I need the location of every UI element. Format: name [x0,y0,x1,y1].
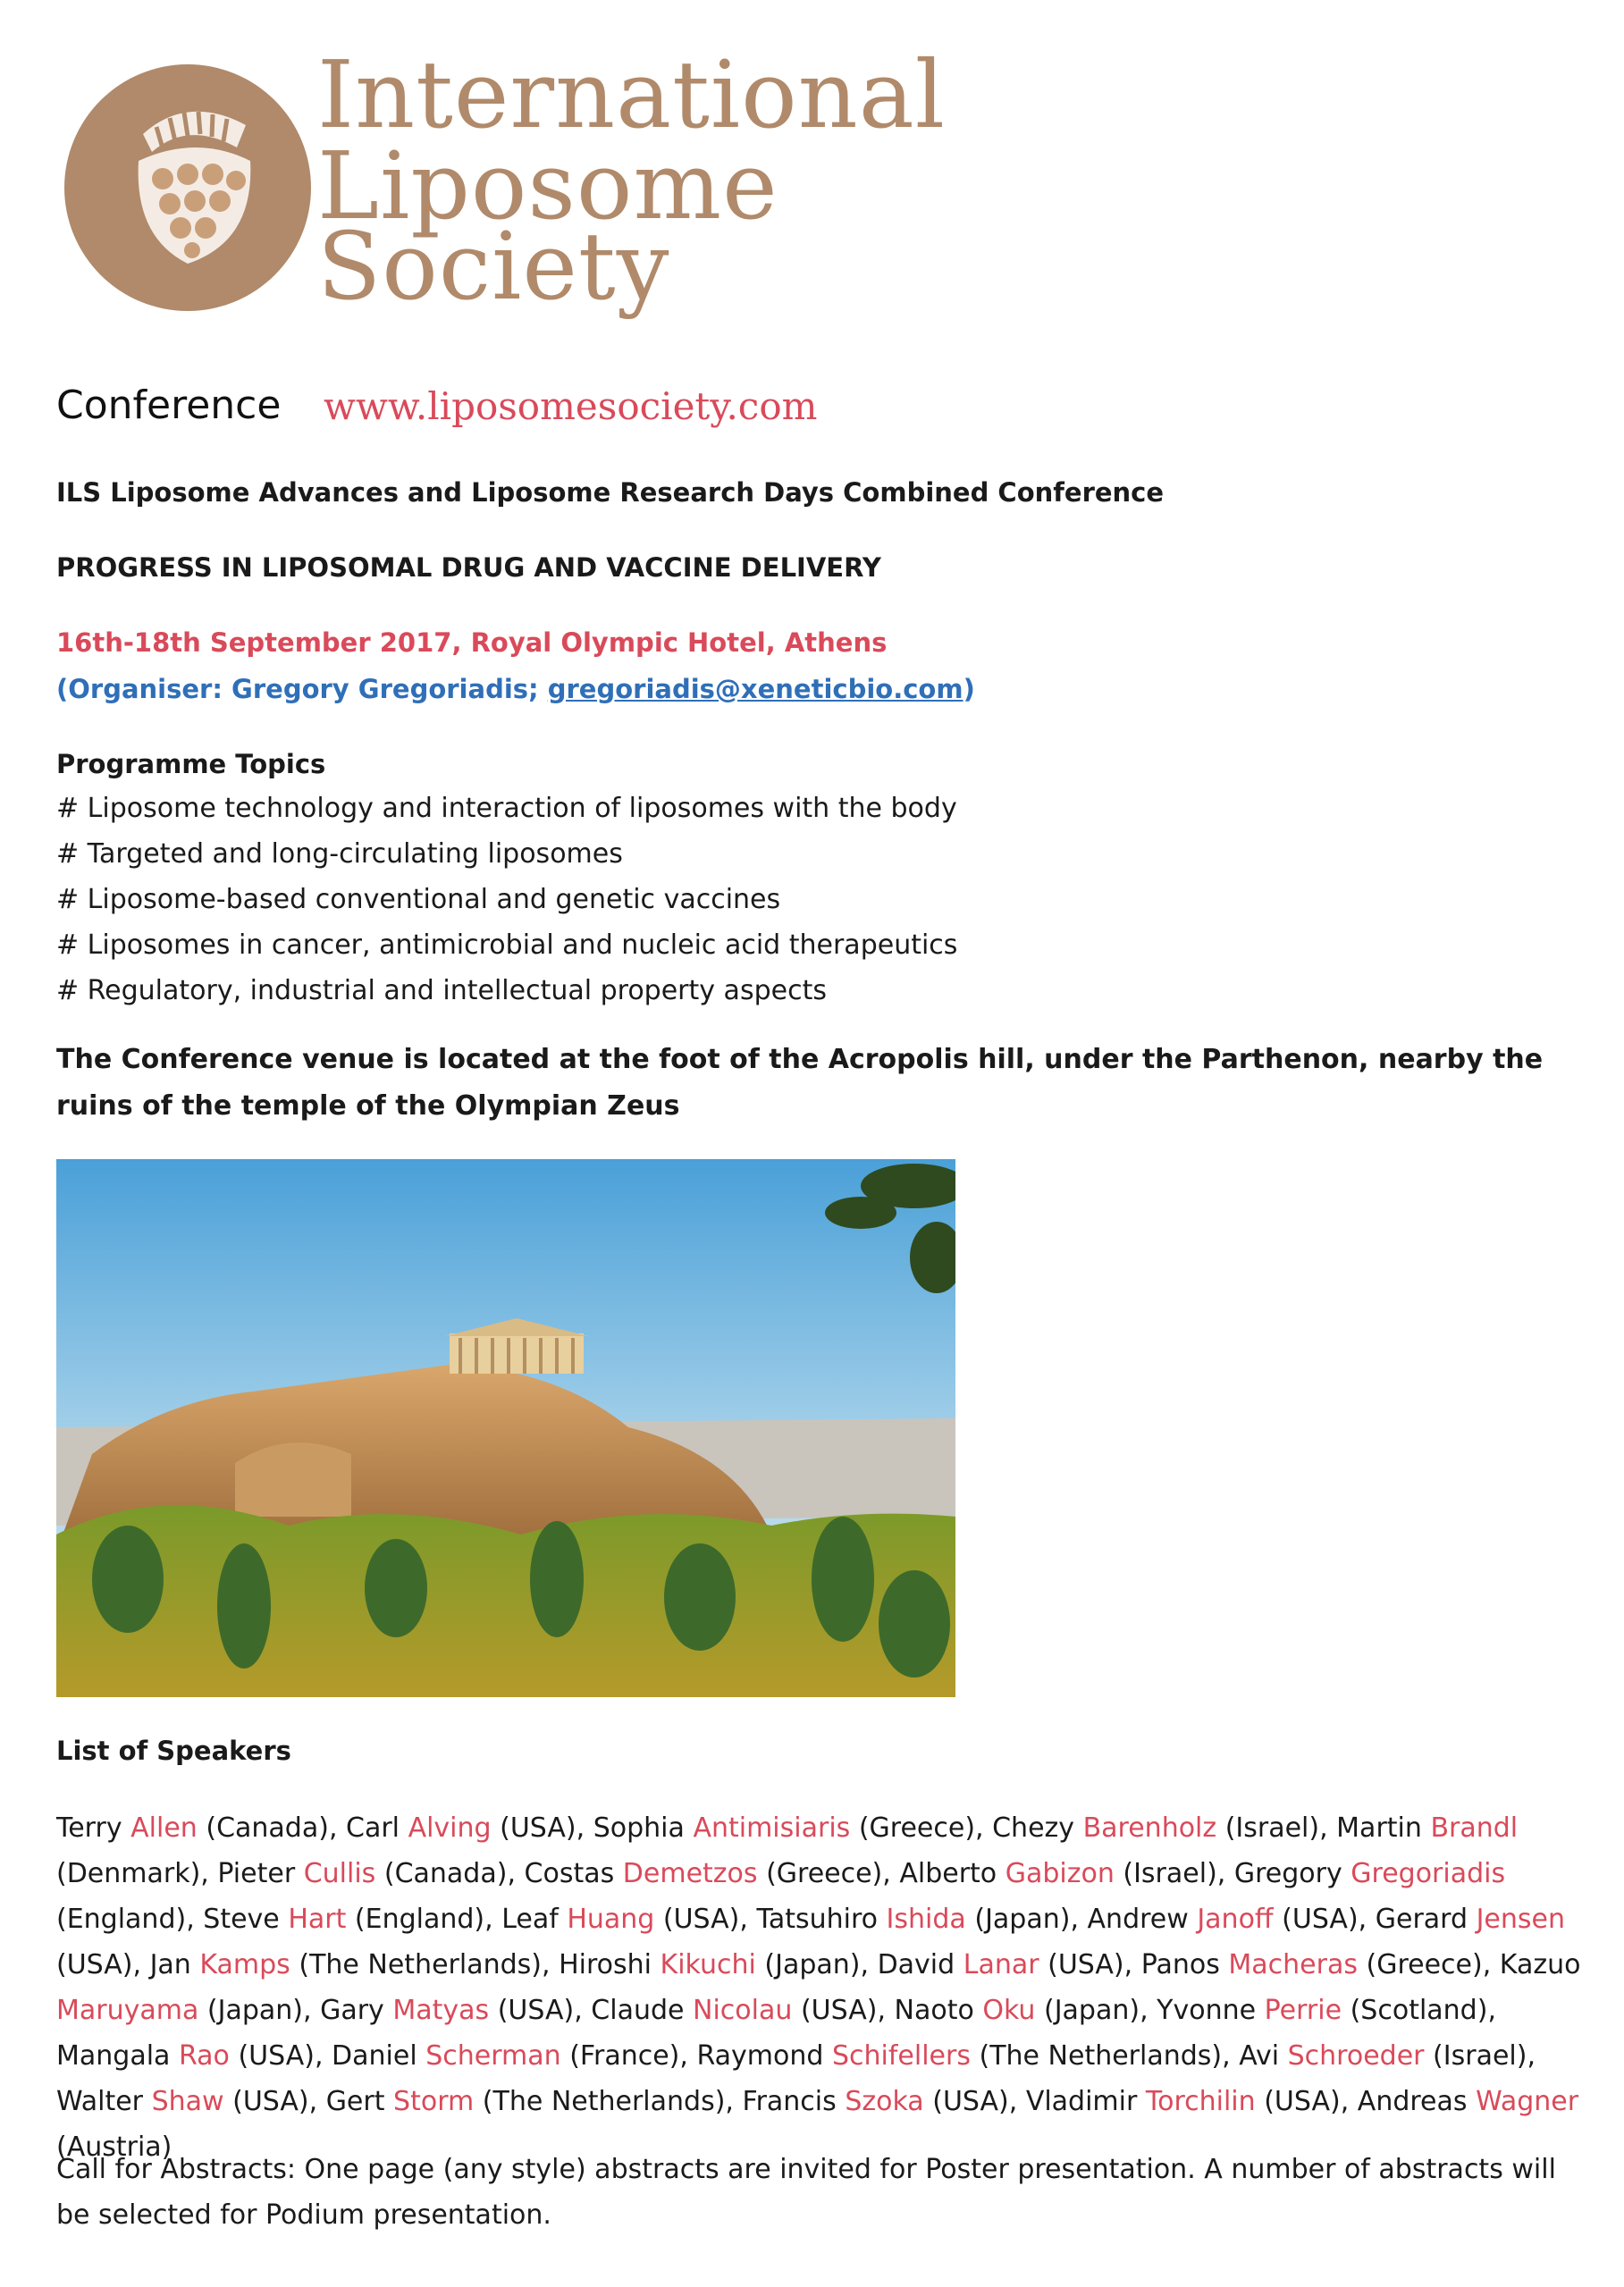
speaker-last-name: Ishida [886,1904,966,1935]
speaker-first-name: Steve [203,1904,280,1935]
speaker-first-name: Vladimir [1025,2086,1138,2117]
speaker-first-name: Alberto [899,1858,997,1889]
logo-text-line-2: Liposome [317,131,778,240]
speaker-country: (Greece) [1366,1949,1483,1980]
acropolis-photo [56,1159,955,1697]
speaker-country: (USA) [232,2086,309,2117]
speaker-country: (Greece) [858,1812,976,1844]
speaker-first-name: Jan [149,1949,191,1980]
speaker-entry [1239,2040,1527,2072]
speaker-last-name: Storm [393,2086,475,2117]
speaker-entry [332,2040,679,2072]
conference-label: Conference [56,383,282,428]
speaker-last-name: Shaw [151,2086,224,2117]
speaker-country: (England) [56,1904,187,1935]
speaker-entry [346,1812,576,1844]
speaker-entry [696,2040,1222,2072]
topic-item: # Targeted and long-circulating liposomes [56,838,623,870]
speaker-entry [1157,1995,1487,2026]
topics-heading: Programme Topics [56,749,326,779]
speaker-country: (The Netherlands) [299,1949,542,1980]
logo-text-line-1: International [317,40,947,149]
speaker-country: (USA) [1048,1949,1124,1980]
speaker-last-name: Alving [408,1812,492,1844]
topic-item: # Liposomes in cancer, antimicrobial and nucleic acid therapeutics [56,929,958,961]
speaker-last-name: Huang [567,1904,655,1935]
speaker-country: (Japan) [206,1995,304,2026]
speaker-entry [559,1949,860,1980]
speaker-entry [756,1904,1070,1935]
speaker-last-name: Nicolau [693,1995,793,2026]
speaker-last-name: Hart [288,1904,347,1935]
speaker-first-name: Mangala [56,2040,171,2072]
speaker-last-name: Schifellers [831,2040,971,2072]
speaker-entry [326,2086,726,2117]
speaker-entry [56,1812,329,1844]
speaker-country: (USA) [1264,2086,1341,2117]
speaker-first-name: Costas [524,1858,615,1889]
speaker-last-name: Rao [178,2040,230,2072]
speaker-first-name: Panos [1140,1949,1220,1980]
speaker-last-name: Demetzos [622,1858,758,1889]
topic-item: # Regulatory, industrial and intellectual property aspects [56,975,827,1006]
speaker-first-name: Andrew [1087,1904,1189,1935]
speaker-first-name: Kazuo [1499,1949,1581,1980]
organiser-suffix: ) [963,674,975,704]
speaker-country: (USA) [662,1904,740,1935]
speaker-entry [320,1995,574,2026]
speaker-first-name: Hiroshi [559,1949,652,1980]
speaker-country: (Scotland) [1350,1995,1488,2026]
speakers-list: Terry Allen (Canada), Carl Alving (USA), Sophia Antimisiaris (Greece), Chezy Barenholz (Israel), Martin Brandl (Denmark), Pieter Cullis (Canada), Costas Demetzos (Greece), Alberto Gabizon (Israel), Gregory Gregoriadis (England), Steve Hart (England), Leaf Huang (USA), Tatsuhiro Ishida (Japan), Andrew Janoff (USA), Gerard Jensen (USA), Jan Kamps (The Netherlands), Hiroshi Kikuchi (Japan), David Lanar (USA), Panos Macheras (Greece), Kazuo Maruyama (Japan), Gary Matyas (USA), Claude Nicolau (USA), Naoto Oku (Japan), Yvonne Perrie (Scotland), Mangala Rao (USA), Daniel Scherman (France), Raymond Schifellers (The Netherlands), Avi Schroeder (Israel), Walter Shaw (USA), Gert Storm (The Netherlands), Francis Szoka (USA), Vladimir Torchilin (USA), Andreas Wagner (Austria) [56,1812,1581,2163]
speaker-country: (Israel) [1433,2040,1527,2072]
speaker-country: (Greece) [766,1858,883,1889]
speaker-country: (USA) [497,1995,575,2026]
speaker-first-name: Gary [320,1995,384,2026]
speaker-country: (Canada) [206,1812,329,1844]
speaker-first-name: Andreas [1357,2086,1468,2117]
speaker-last-name: Szoka [845,2086,924,2117]
speaker-last-name: Brandl [1430,1812,1519,1844]
speaker-first-name: Gregory [1233,1858,1342,1889]
speaker-last-name: Cullis [303,1858,376,1889]
speaker-first-name: Pieter [217,1858,296,1889]
speaker-last-name: Janoff [1197,1904,1274,1935]
venue-description: The Conference venue is located at the foot of the Acropolis hill, under the Parthenon, nearby the ruins of the temple of the Olympian Zeus [56,1044,1544,1122]
speaker-entry [56,2086,309,2117]
speaker-country: (England) [354,1904,485,1935]
speaker-first-name: Avi [1239,2040,1280,2072]
speaker-country: (Japan) [1043,1995,1140,2026]
speaker-country: (Israel) [1224,1812,1320,1844]
speaker-last-name: Schroeder [1287,2040,1425,2072]
speaker-entry [743,2086,1009,2117]
speaker-first-name: Terry [56,1812,122,1844]
website-link[interactable]: www.liposomesociety.com [324,384,818,428]
speaker-last-name: Allen [130,1812,198,1844]
speaker-last-name: Barenholz [1082,1812,1217,1844]
speaker-last-name: Maruyama [56,1995,199,2026]
speaker-first-name: Daniel [332,2040,417,2072]
speaker-entry [593,1812,975,1844]
call-for-abstracts: Call for Abstracts: One page (any style) abstracts are invited for Poster presentation. A number of abstracts will be selected for Podium presentation. [56,2154,1556,2231]
speaker-country: (France) [569,2040,680,2072]
speaker-first-name: Gerard [1375,1904,1468,1935]
speaker-entry [591,1995,877,2026]
speaker-first-name: Carl [346,1812,400,1844]
organiser-prefix: (Organiser: Gregory Gregoriadis; [56,674,548,704]
speaker-entry [1141,1949,1483,1980]
speaker-first-name: Martin [1336,1812,1422,1844]
topic-item: # Liposome technology and interaction of liposomes with the body [56,793,957,824]
speaker-first-name: Yvonne [1157,1995,1257,2026]
speaker-last-name: Lanar [963,1949,1039,1980]
speaker-country: (Israel) [1123,1858,1217,1889]
speaker-entry [56,2040,315,2072]
speaker-entry [878,1949,1124,1980]
speaker-first-name: Tatsuhiro [756,1904,878,1935]
speaker-first-name: Leaf [501,1904,559,1935]
speaker-entry [525,1858,883,1889]
speaker-country: (USA) [56,1949,133,1980]
speaker-country: (Austria) [56,2131,172,2163]
speaker-last-name: Kikuchi [660,1949,756,1980]
speaker-country: (USA) [800,1995,878,2026]
speaker-first-name: Sophia [593,1812,685,1844]
speaker-entry [895,1995,1140,2026]
speaker-country: (Canada) [383,1858,508,1889]
speaker-country: (The Netherlands) [482,2086,726,2117]
speaker-last-name: Gabizon [1005,1858,1115,1889]
topic-item: # Liposome-based conventional and genetic vaccines [56,884,781,915]
speaker-last-name: Oku [982,1995,1036,2026]
speaker-country: (Japan) [764,1949,861,1980]
logo-icon [63,63,313,313]
speaker-entry [203,1904,484,1935]
speaker-last-name: Scherman [425,2040,561,2072]
conference-title: PROGRESS IN LIPOSOMAL DRUG AND VACCINE DELIVERY [56,552,881,583]
speaker-last-name: Torchilin [1145,2086,1256,2117]
speakers-heading: List of Speakers [56,1736,291,1766]
speaker-first-name: Raymond [696,2040,824,2072]
speaker-entry [992,1812,1319,1844]
speaker-country: (USA) [1282,1904,1359,1935]
speaker-first-name: Gert [325,2086,385,2117]
speaker-first-name: David [877,1949,955,1980]
speaker-first-name: Claude [591,1995,685,2026]
logo-text-line-3: Society [317,212,670,321]
organiser-line [56,667,975,711]
speaker-last-name: Antimisiaris [693,1812,851,1844]
speaker-entry [217,1858,507,1889]
speaker-country: (USA) [500,1812,576,1844]
speaker-last-name: Gregoriadis [1351,1858,1506,1889]
speaker-last-name: Perrie [1264,1995,1342,2026]
speaker-first-name: Walter [56,2086,144,2117]
speaker-last-name: Jensen [1476,1904,1565,1935]
speaker-last-name: Kamps [199,1949,290,1980]
speaker-country: (The Netherlands) [979,2040,1223,2072]
conference-subtitle: ILS Liposome Advances and Liposome Research Days Combined Conference [56,477,1165,508]
speaker-country: (Japan) [974,1904,1071,1935]
conference-dates: 16th-18th September 2017, Royal Olympic Hotel, Athens [56,627,888,658]
organiser-email-link[interactable]: gregoriadis@xeneticbio.com [547,674,963,704]
speaker-entry [1088,1904,1359,1935]
speaker-country: (USA) [238,2040,315,2072]
speaker-first-name: Francis [742,2086,837,2117]
speaker-entry [150,1949,542,1980]
speaker-entry [899,1858,1216,1889]
speaker-first-name: Chezy [992,1812,1075,1844]
speaker-entry [501,1904,739,1935]
speaker-last-name: Matyas [392,1995,490,2026]
speaker-entry [1026,2086,1341,2117]
speaker-first-name: Naoto [894,1995,974,2026]
speaker-last-name: Wagner [1476,2086,1579,2117]
speaker-country: (USA) [932,2086,1009,2117]
speaker-last-name: Macheras [1228,1949,1358,1980]
speaker-country: (Denmark) [56,1858,201,1889]
